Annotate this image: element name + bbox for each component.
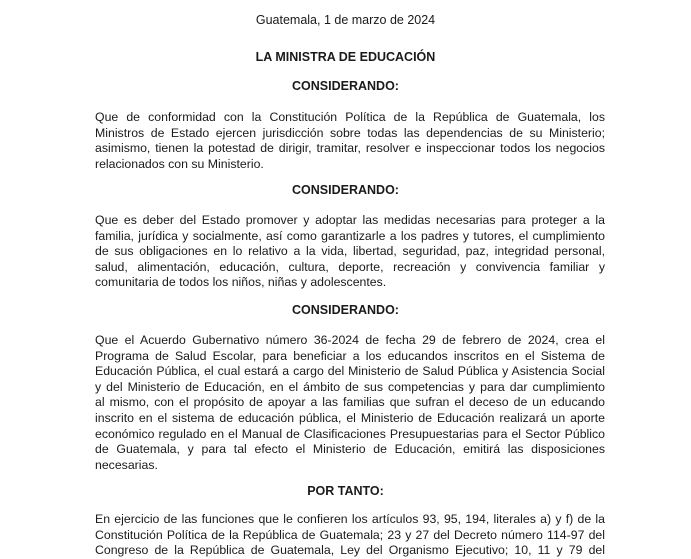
paragraph-line: Congreso de la República de Guatemala, Ley del Organismo Ejecutivo; 10, 11 y 79 del <box>95 543 605 558</box>
section-heading: CONSIDERANDO: <box>292 303 399 317</box>
paragraph-line: Ministros de Estado ejercen jurisdicción sobre todas las dependencias de su Ministerio; <box>95 125 605 140</box>
paragraph-line: salud, alimentación, educación, cultura, deporte, recreación y convivencia familiar y <box>95 259 605 274</box>
paragraph-line: Que es deber del Estado promover y adoptar las medidas necesarias para proteger a la <box>95 213 605 227</box>
paragraph-line: al mismo, con el propósito de apoyar a las familias que sufran el deceso de un educando <box>95 395 605 410</box>
section-heading: CONSIDERANDO: <box>292 79 399 93</box>
section-heading: POR TANTO: <box>307 484 384 498</box>
paragraph-line: asimismo, tienen la potestad de dirigir, tramitar, resolver e inspeccionar todos los negocios <box>95 141 605 156</box>
paragraph-line: de sus obligaciones en lo relativo a la vida, libertad, seguridad, paz, integridad personal, <box>95 244 605 259</box>
paragraph-line: Que de conformidad con la Constitución Política de la República de Guatemala, los <box>95 110 605 124</box>
section-paragraph <box>95 213 605 291</box>
paragraph-line: comunitaria de todos los niños, niñas y adolescentes. <box>95 275 387 290</box>
paragraph-line: En ejercicio de las funciones que le confieren los artículos 93, 95, 194, literales a) y f) de la <box>95 512 605 526</box>
paragraph-line: Educación Pública, el cual estará a cargo del Ministerio de Salud Pública y Asistencia Social <box>95 364 605 379</box>
paragraph-line: familia, jurídica y socialmente, así como garantizarle a los padres y tutores, el cumplimiento <box>95 228 605 243</box>
paragraph-line: y del Ministerio de Educación, en el ámbito de sus competencias y para dar cumplimiento <box>95 379 605 394</box>
authority-heading: LA MINISTRA DE EDUCACIÓN <box>255 50 436 64</box>
paragraph-line: económico regulado en el Manual de Clasificaciones Presupuestarias para el Sector Público <box>95 426 605 441</box>
paragraph-line: Constitución Política de la República de Guatemala; 23 y 27 del Decreto número 114-97 del <box>95 527 605 542</box>
paragraph-line: inscrito en el sistema de educación pública, el Ministerio de Educación realizará un aporte <box>95 410 605 425</box>
paragraph-line: relacionados con su Ministerio. <box>95 156 264 171</box>
section-heading: CONSIDERANDO: <box>292 183 399 197</box>
section-paragraph <box>95 512 605 559</box>
paragraph-line: Programa de Salud Escolar, para beneficiar a los educandos inscritos en el Sistema de <box>95 348 605 363</box>
paragraph-line: de Guatemala, y para tal efecto el Ministerio de Educación, emitirá las disposiciones <box>95 442 605 457</box>
section-paragraph <box>95 333 605 473</box>
date-line: Guatemala, 1 de marzo de 2024 <box>255 13 436 27</box>
paragraph-line: necesarias. <box>95 457 158 472</box>
section-paragraph <box>95 110 605 172</box>
paragraph-line: Que el Acuerdo Gubernativo número 36-2024 de fecha 29 de febrero de 2024, crea el <box>95 333 605 347</box>
